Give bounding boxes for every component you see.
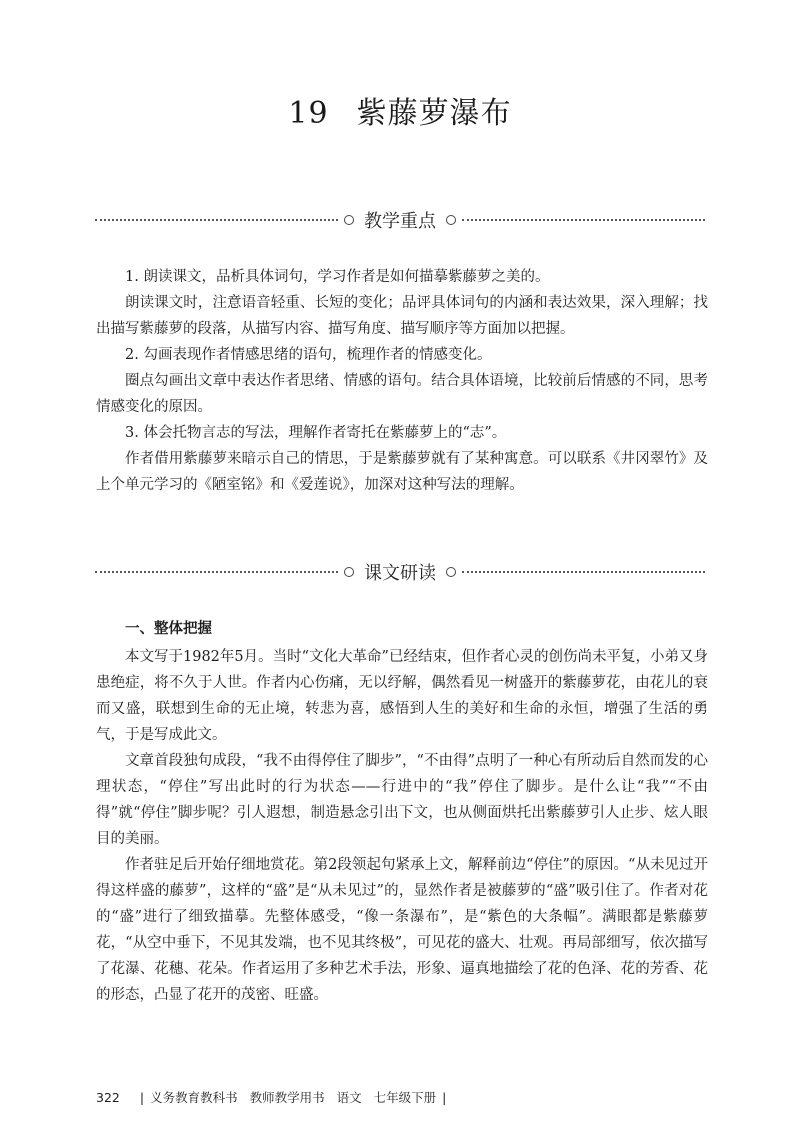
circle-ornament-icon: [344, 567, 354, 577]
teaching-focus-body: [96, 264, 708, 498]
text-study-body: [96, 616, 708, 1008]
circle-ornament-icon: [446, 215, 456, 225]
lesson-title: [0, 88, 800, 132]
page-footer: [96, 1088, 708, 1106]
lesson-number: 19: [288, 96, 329, 131]
dotted-rule-right: [462, 219, 705, 221]
footer-book-type: 教师教学用书: [249, 1090, 325, 1105]
section-heading-teaching-focus: [95, 206, 705, 234]
focus-item-3-detail: 作者借用紫藤萝来暗示自己的情思，于是紫藤萝就有了某种寓意。可以联系《井冈翠竹》及上个单元学习的《陋室铭》和《爱莲说》，加深对这种写法的理解。: [96, 451, 708, 493]
footer-divider: |: [442, 1090, 447, 1105]
dotted-rule-right: [462, 571, 705, 573]
section-heading-label: 教学重点: [364, 211, 436, 232]
page-number: 322: [96, 1090, 120, 1105]
footer-grade: 七年级下册: [373, 1090, 437, 1105]
focus-item-2: 2. 勾画表现作者情感思绪的语句，梳理作者的情感变化。: [125, 347, 492, 363]
focus-item-1: 1. 朗读课文，品析具体词句，学习作者是如何描摹紫藤萝之美的。: [125, 269, 550, 285]
study-paragraph-1: 本文写于1982年5月。当时“文化大革命”已经结束，但作者心灵的创伤尚未平复，小弟又身患绝症，将不久于人世。作者内心伤痛，无以纾解，偶然看见一树盛开的紫藤萝花，由花儿的衰而又盛，联想到生命的无止境，转悲为喜，感悟到人生的美好和生命的永恒，增强了生活的勇气，于是写成此文。: [96, 649, 708, 743]
footer-subject: 语文: [336, 1090, 362, 1105]
subsection-heading: 一、整体把握: [125, 621, 212, 637]
study-paragraph-3: 作者驻足后开始仔细地赏花。第2段领起句紧承上文，解释前边“停住”的原因。“从未见过开得这样盛的藤萝”，这样的“盛”是“从未见过”的，显然作者是被藤萝的“盛”吸引住了。作者对花的“盛”进行了细致描摹。先整体感受，“像一条瀑布”，是“紫色的大条幅”。满眼都是紫藤萝花，“从空中垂下，不见其发端，也不见其终极”，可见花的盛大、壮观。再局部细写，依次描写了花瀑、花穗、花朵。作者运用了多种艺术手法，形象、逼真地描绘了花的色泽、花的芳香、花的形态，凸显了花开的茂密、旺盛。: [96, 857, 708, 1003]
dotted-rule-left: [95, 219, 338, 221]
study-paragraph-2: 文章首段独句成段，“我不由得停住了脚步”，“不由得”点明了一种心有所动后自然而发的心理状态，“停住”写出此时的行为状态——行进中的“我”停住了脚步。是什么让“我”“不由得”就“停住”脚步呢？引人遐想，制造悬念引出下文，也从侧面烘托出紫藤萝引人止步、炫人眼目的美丽。: [96, 753, 708, 847]
circle-ornament-icon: [344, 215, 354, 225]
circle-ornament-icon: [446, 567, 456, 577]
focus-item-2-detail: 圈点勾画出文章中表达作者思绪、情感的语句。结合具体语境，比较前后情感的不同，思考情感变化的原因。: [96, 373, 708, 415]
section-heading-label: 课文研读: [364, 563, 436, 584]
lesson-name: 紫藤萝瀑布: [356, 96, 512, 131]
footer-divider: |: [139, 1090, 145, 1105]
dotted-rule-left: [95, 571, 338, 573]
footer-book-series: 义务教育教科书: [150, 1090, 238, 1105]
focus-item-3: 3. 体会托物言志的写法，理解作者寄托在紫藤萝上的“志”。: [125, 425, 507, 441]
section-heading-text-study: [95, 558, 705, 586]
focus-item-1-detail: 朗读课文时，注意语音轻重、长短的变化；品评具体词句的内涵和表达效果，深入理解；找出描写紫藤萝的段落，从描写内容、描写角度、描写顺序等方面加以把握。: [96, 295, 708, 337]
